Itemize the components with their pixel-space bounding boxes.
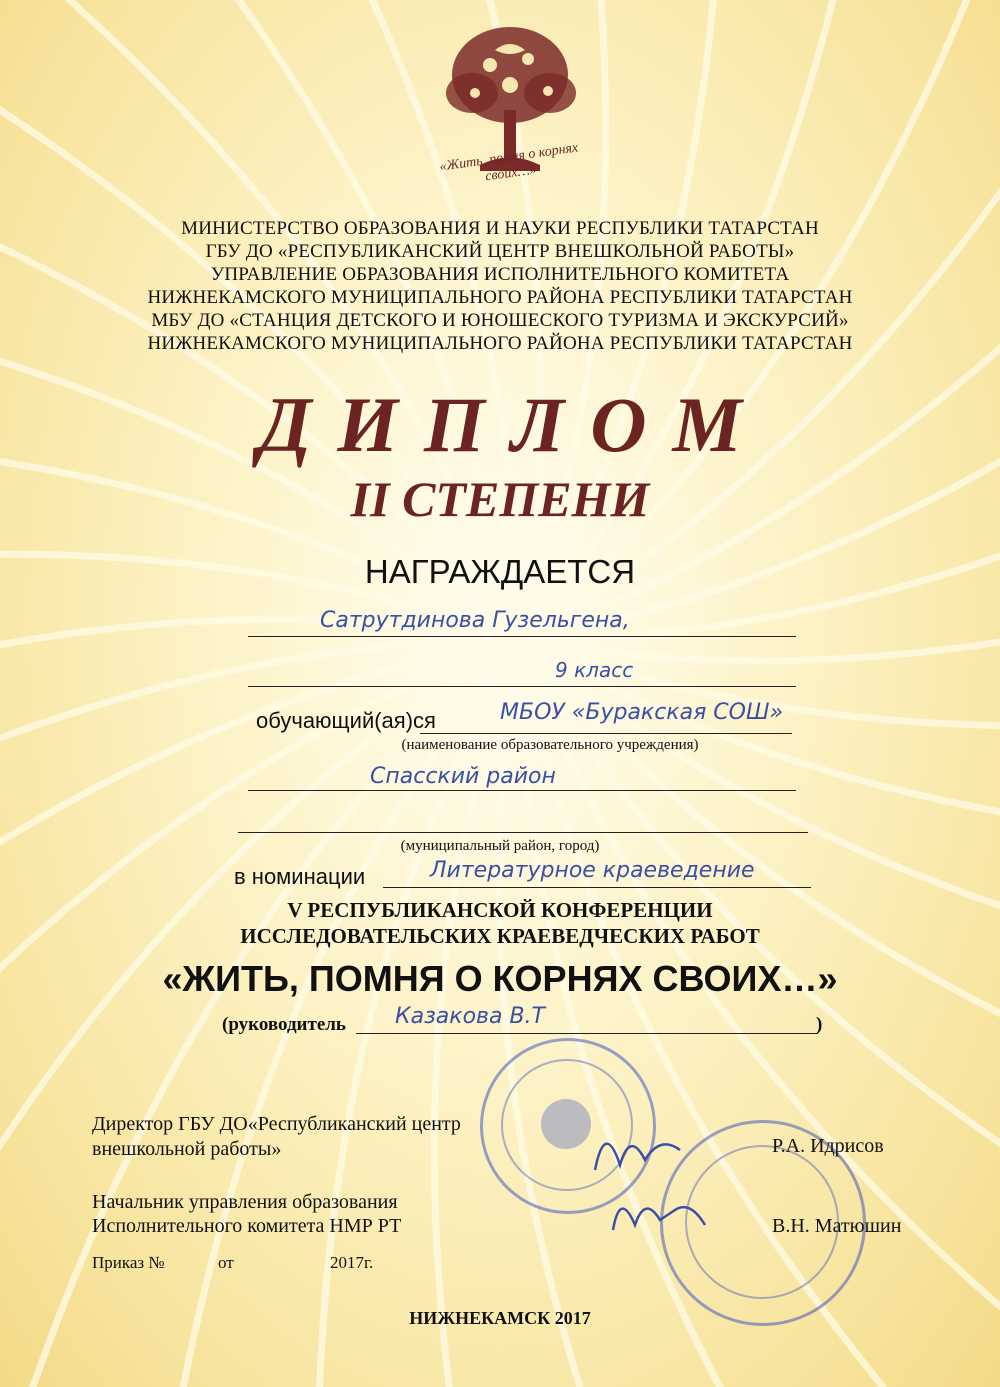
recipient-grade: 9 класс (555, 658, 634, 682)
nomination-label: в номинации (234, 864, 366, 889)
org-line-6: НИЖНЕКАМСКОГО МУНИЦИПАЛЬНОГО РАЙОНА РЕСПУБЛИКИ ТАТАРСТАН (147, 333, 853, 354)
student-label: обучающий(ая)ся (256, 708, 436, 733)
director-name: Р.А. Идрисов (772, 1135, 884, 1157)
supervisor-close: ) (816, 1014, 823, 1035)
org-line-4: НИЖНЕКАМСКОГО МУНИЦИПАЛЬНОГО РАЙОНА РЕСПУБЛИКИ ТАТАРСТАН (147, 287, 853, 308)
director-signature (585, 1110, 695, 1190)
org-line-1: МИНИСТЕРСТВО ОБРАЗОВАНИЯ И НАУКИ РЕСПУБЛИКИ ТАТАРСТАН (181, 218, 819, 239)
head-signature (605, 1180, 715, 1250)
district-underline (248, 790, 796, 791)
head-name: В.Н. Матюшин (772, 1215, 902, 1237)
footer-city-year: НИЖНЕКАМСК 2017 (409, 1308, 591, 1328)
org-line-2: ГБУ ДО «РЕСПУБЛИКАНСКИЙ ЦЕНТР ВНЕШКОЛЬНОЙ РАБОТЫ» (205, 241, 795, 262)
school-name: МБОУ «Буракская СОШ» (500, 700, 784, 725)
school-caption: (наименование образовательного учреждения) (401, 737, 699, 753)
school-underline (420, 733, 792, 734)
grade-underline (248, 686, 796, 687)
diploma-title: ДИПЛОМ (258, 381, 768, 468)
conference-line-1: V РЕСПУБЛИКАНСКОЙ КОНФЕРЕНЦИИ (287, 898, 713, 922)
head-title-1: Начальник управления образования (92, 1191, 398, 1213)
supervisor-name: Казакова В.Т (395, 1004, 545, 1029)
logo-motto: «Жить, помня о корнях своих…» (438, 140, 580, 185)
nomination-underline (383, 887, 811, 888)
supervisor-underline (356, 1033, 818, 1034)
conference-line-2: ИССЛЕДОВАТЕЛЬСКИХ КРАЕВЕДЧЕСКИХ РАБОТ (240, 924, 760, 948)
director-title-2: внешкольной работы» (92, 1138, 282, 1160)
name-underline (248, 636, 796, 637)
head-title-2: Исполнительного комитета НМР РТ (92, 1215, 402, 1237)
supervisor-label: (руководитель (222, 1014, 346, 1035)
nomination-value: Литературное краеведение (430, 858, 755, 883)
org-line-3: УПРАВЛЕНИЕ ОБРАЗОВАНИЯ ИСПОЛНИТЕЛЬНОГО КОМИТЕТА (210, 264, 790, 285)
order-year: 2017г. (330, 1253, 374, 1272)
order-from: от (218, 1253, 234, 1272)
awarded-heading: НАГРАЖДАЕТСЯ (364, 553, 636, 590)
city-underline (238, 832, 808, 833)
director-title-1: Директор ГБУ ДО«Республиканский центр (92, 1113, 461, 1135)
recipient-name: Сатрутдинова Гузельгена, (320, 608, 630, 633)
conference-name: «ЖИТЬ, ПОМНЯ О КОРНЯХ СВОИХ…» (162, 958, 838, 999)
org-line-5: МБУ ДО «СТАНЦИЯ ДЕТСКОГО И ЮНОШЕСКОГО ТУРИЗМА И ЭКСКУРСИЙ» (151, 310, 849, 331)
order-label: Приказ № (92, 1253, 165, 1272)
district-name: Спасский район (370, 764, 556, 789)
district-caption: (муниципальный район, город) (400, 838, 600, 854)
degree-title: II СТЕПЕНИ (350, 471, 650, 527)
